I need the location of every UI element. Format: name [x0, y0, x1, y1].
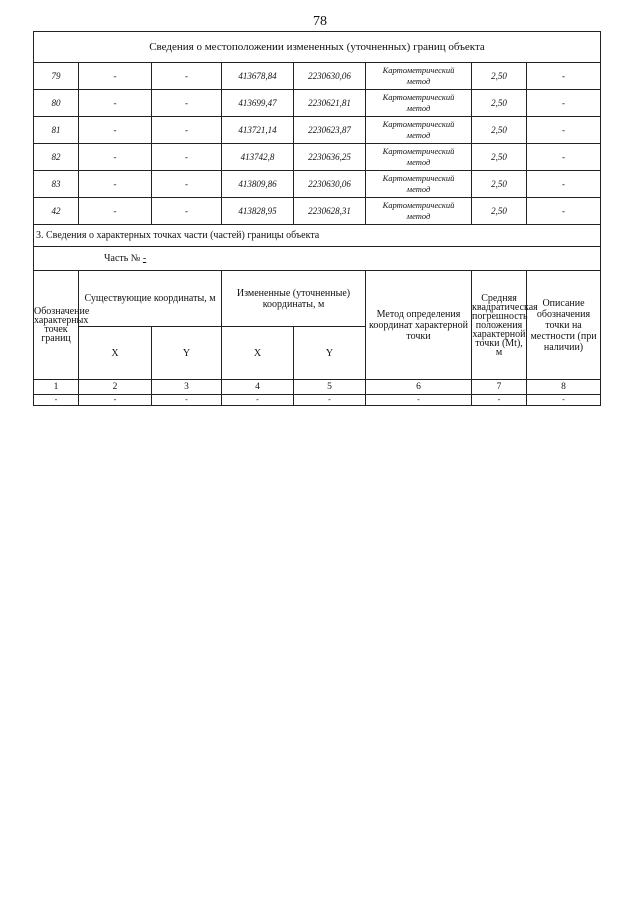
header-existing: Существующие координаты, м	[79, 271, 222, 327]
table-row: 82 - - 413742,8 2230636,25 Картометрический метод 2,50 -	[34, 144, 601, 171]
header-x: X	[222, 327, 294, 380]
header-y: Y	[152, 327, 222, 380]
header-designation: Обозначение характерных точек границ	[34, 271, 79, 380]
header-y: Y	[294, 327, 366, 380]
table-row: 81 - - 413721,14 2230623,87 Картометрический метод 2,50 -	[34, 117, 601, 144]
header-x: X	[79, 327, 152, 380]
header-method: Метод определения координат характерной точки	[366, 271, 472, 380]
empty-row: - - - - - - - -	[34, 395, 601, 406]
section3-title: 3. Сведения о характерных точках части (частей) границы объекта	[34, 225, 601, 247]
table-row: 80 - - 413699,47 2230621,81 Картометрический метод 2,50 -	[34, 90, 601, 117]
section-title: Сведения о местоположении измененных (уточненных) границ объекта	[34, 32, 601, 63]
page-number: 78	[313, 14, 327, 29]
table-row: 83 - - 413809,86 2230630,06 Картометрический метод 2,50 -	[34, 171, 601, 198]
table-row: 79 - - 413678,84 2230630,06 Картометрический метод 2,50 -	[34, 63, 601, 90]
header-changed: Измененные (уточненные) координаты, м	[222, 271, 366, 327]
part-value: -	[142, 253, 147, 264]
boundary-table	[33, 31, 601, 406]
part-label: Часть № -	[34, 247, 601, 271]
table-row: 42 - - 413828,95 2230628,31 Картометрический метод 2,50 -	[34, 198, 601, 225]
column-numbers-row: 1 2 3 4 5 6 7 8	[34, 380, 601, 395]
header-description: Описание обозначения точки на местности (при наличии)	[527, 271, 601, 380]
header-accuracy: Средняя квадратическая погрешность положения характерной точки (Mt), м	[472, 271, 527, 380]
